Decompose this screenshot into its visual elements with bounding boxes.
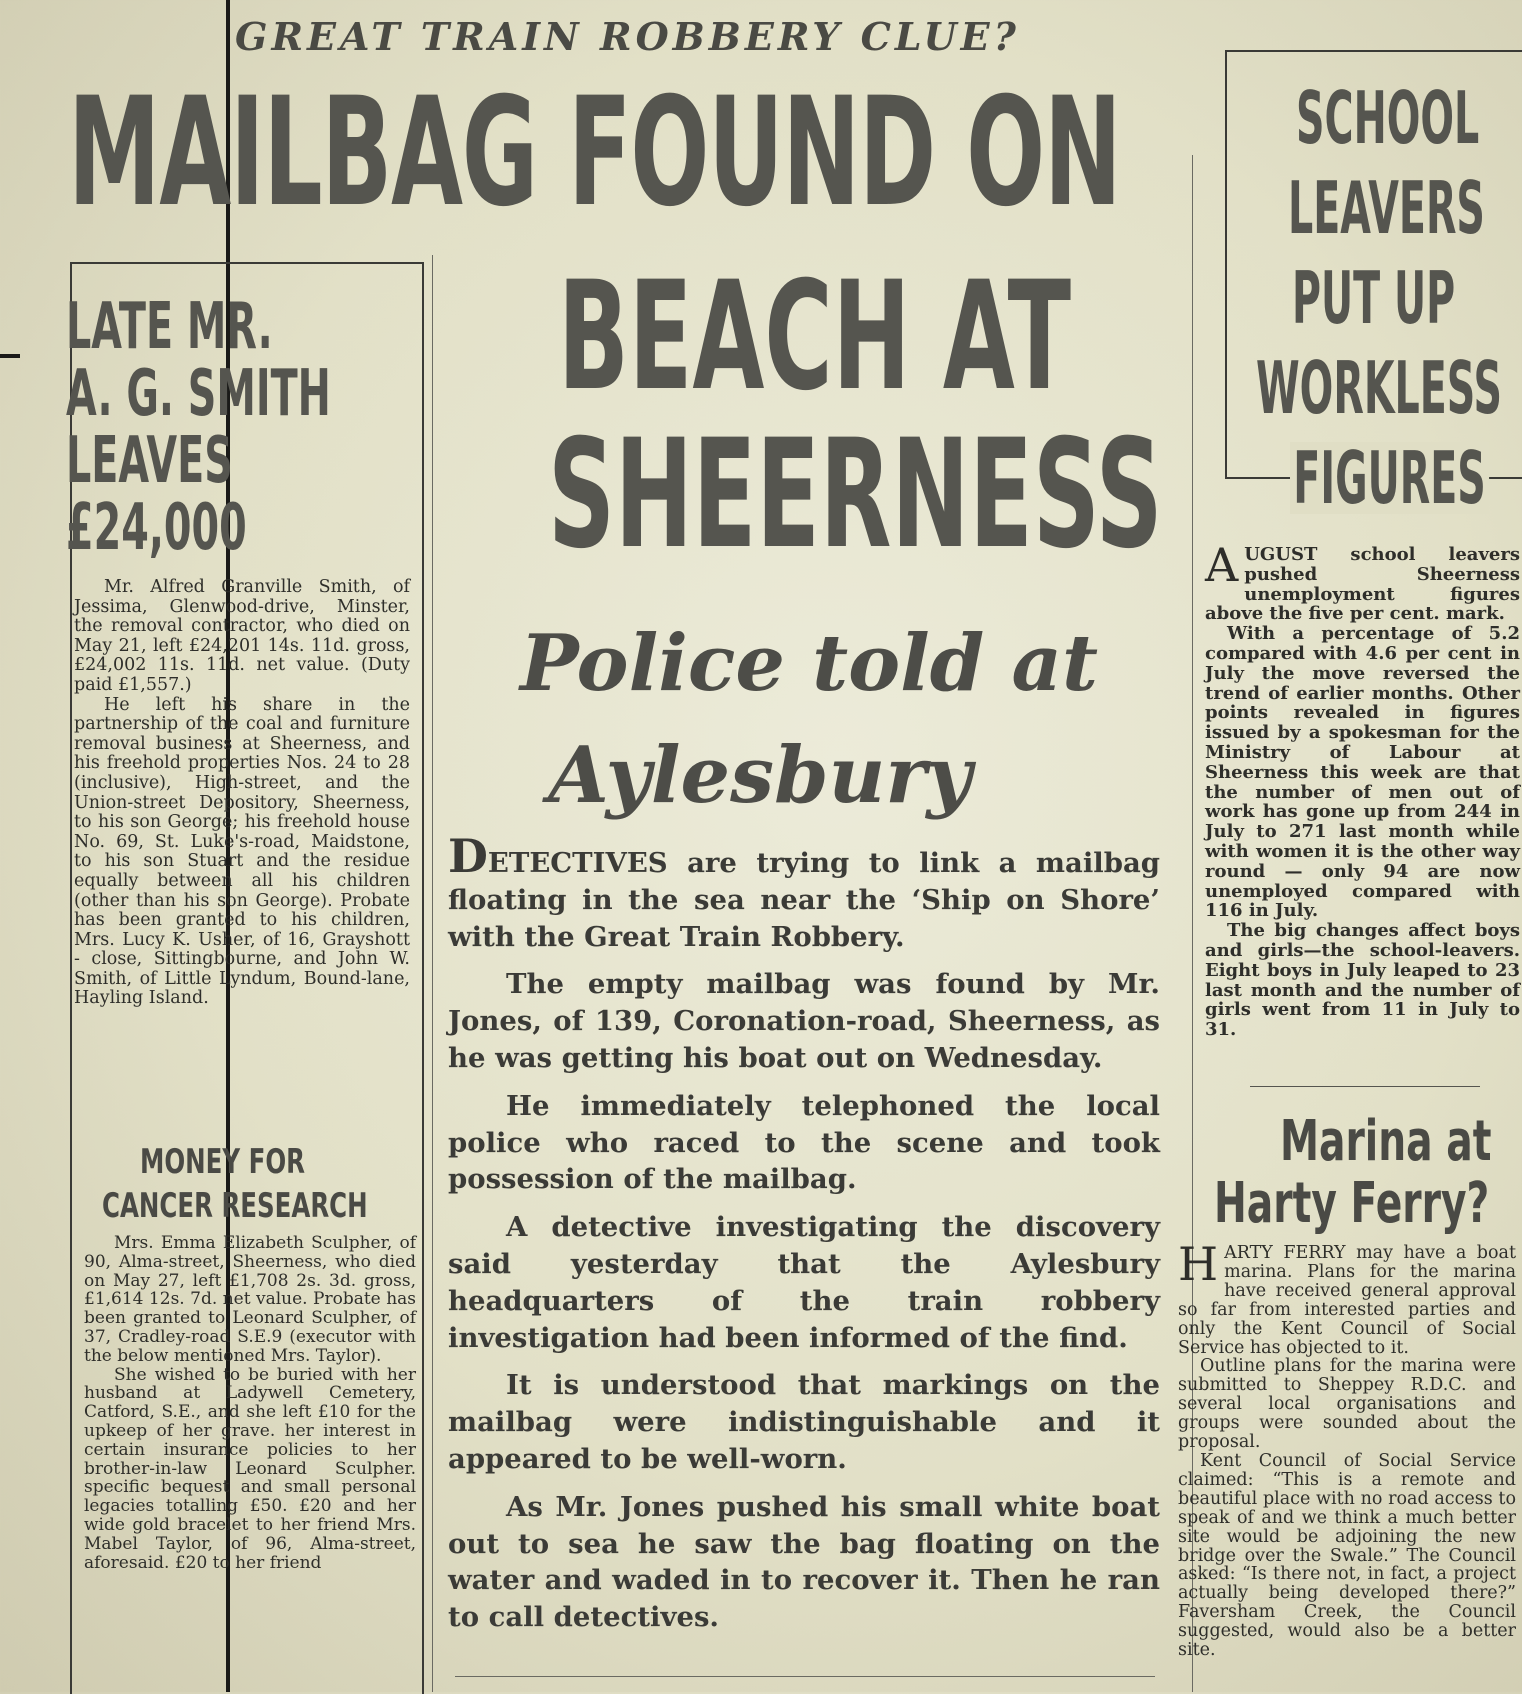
cancer-story-p2: She wished to be buried with her husband at Ladywell Cemetery, Catford, S.E., and she left £10 for the upkeep of her grave. her interest in certain insurance policies to her brother-in-law Leonard Sculpher. specific bequest and small personal legacies totalling £50. £20 and her wide gold bracelet to her friend Mrs. Mabel Taylor, of 96, Alma-street, aforesaid. £20 to her friend — [84, 1364, 416, 1573]
right-column-divider — [1250, 1086, 1480, 1087]
school-drop-cap: A — [1205, 538, 1239, 592]
column-rule-center — [432, 255, 433, 1692]
marina-headline-1: Marina at — [1280, 1109, 1492, 1174]
school-story-p1 — [1205, 538, 1520, 625]
left-story-p2: He left his share in the partnership of the coal and furniture removal business at Sheerness, and his freehold properties Nos. 24 to 28 (inclusive), High-street, and the Union-street Depository, Sheerness, to his son George; his freehold house No. 69, St. Luke's-road, Maidstone, to his son Stuart and the residue equally between all his children (other than his son George). Probate has been granted to his children, Mrs. Lucy K. Usher, of 16, Grayshott - close, Sittingbourne, and John W. Smith, of Little Lyndum, Bound-lane, Hayling Island. — [74, 694, 410, 1009]
headline-line-1: MAILBAG FOUND ON — [68, 66, 1121, 240]
cancer-headline-1: MONEY FOR — [140, 1142, 306, 1182]
deck-line-1: Police told at — [520, 618, 1099, 709]
school-headline-3: PUT UP — [1292, 256, 1456, 340]
main-story-p3: He immediately telephoned the local police who raced to the scene and took possession of the mailbag. — [448, 1089, 1160, 1196]
deck-line-2: Aylesbury — [548, 730, 972, 821]
left-headline-3: LEAVES — [66, 424, 233, 498]
school-headline-1: SCHOOL — [1296, 76, 1480, 160]
main-story-p5: It is understood that markings on the mailbag were indistinguishable and it appeared to be well-worn. — [448, 1369, 1160, 1475]
cancer-story-body — [84, 1234, 416, 1572]
school-headline-5: FIGURES — [1290, 442, 1489, 514]
marina-story-p1-text: ARTY FERRY may have a boat marina. Plans for the marina have received general approval so far from interested parties and only the Kent Council of Social Service has objected to it. — [1178, 1243, 1516, 1358]
main-story-body — [448, 829, 1160, 1647]
margin-tick — [0, 354, 20, 358]
marina-story-p3: Kent Council of Social Service claimed: “This is a remote and beautiful place with no road access to speak of and we think a much better site would be adjoining the new bridge over the Swale.” The Council asked: “Is there not, in fact, a project actually being developed there?” Faversham Creek, the Council suggested, would also be a better site. — [1178, 1450, 1516, 1661]
left-headline-4: £24,000 — [66, 491, 247, 565]
marina-story-body — [1178, 1237, 1516, 1661]
marina-headline-2: Harty Ferry? — [1214, 1171, 1490, 1236]
marina-drop-cap: H — [1178, 1237, 1219, 1291]
school-story-p2: With a percentage of 5.2 compared with 4.6 per cent in July the move reversed the trend of earlier months. Other points revealed in figures issued by a spokesman for the Ministry of Labour at Sheerness this week are that the number of men out of work has gone up from 244 in July to 271 last month while with women it is the other way round — only 94 are now unemployed compared with 116 in July. — [1205, 623, 1520, 922]
left-story-p1: Mr. Alfred Granville Smith, of Jessima, Glenwood-drive, Minster, the removal contractor, who died on May 21, left £24,201 14s. 11d. gross, £24,002 11s. 11d. net value. (Duty paid £1,557.) — [74, 577, 410, 695]
marina-story-p2: Outline plans for the marina were submitted to Sheppey R.D.C. and several local organisations and groups were sounded about the proposal. — [1178, 1356, 1516, 1453]
school-headline-2: LEAVERS — [1288, 166, 1485, 250]
main-story-p1 — [448, 829, 1160, 955]
main-story-p6: As Mr. Jones pushed his small white boat out to sea he saw the bag floating on the water and waded in to recover it. Then he ran to call detectives. — [448, 1490, 1160, 1634]
main-drop-cap: D — [448, 829, 488, 883]
kicker: GREAT TRAIN ROBBERY CLUE? — [235, 14, 1020, 59]
school-story-body — [1205, 538, 1520, 1041]
marina-story-p1 — [1178, 1237, 1516, 1358]
main-story-p1-text: ETECTIVES are trying to link a mailbag floating in the sea near the ‘Ship on Shore’ with the Great Train Robbery. — [448, 847, 1160, 953]
bottom-rule — [455, 1676, 1155, 1677]
main-story-p4: A detective investigating the discovery said yesterday that the Aylesbury headquarters of the train robbery investigation had been informed of the find. — [448, 1211, 1160, 1354]
headline-line-2: BEACH AT — [558, 250, 1072, 424]
left-headline-1: LATE MR. — [66, 290, 273, 364]
cancer-headline-2: CANCER RESEARCH — [102, 1186, 368, 1226]
headline-line-3: SHEERNESS — [548, 408, 1163, 582]
school-headline-4: WORKLESS — [1256, 346, 1503, 430]
cancer-story-p1: Mrs. Emma Elizabeth Sculpher, of 90, Alma-street, Sheerness, who died on May 27, left £1,708 2s. 3d. gross, £1,614 12s. 7d. net value. Probate has been granted to Leonard Sculpher, of 37, Cradley-road S.E.9 (executor with the below mentioned Mrs. Taylor). — [84, 1233, 416, 1366]
main-story-p2: The empty mailbag was found by Mr. Jones, of 139, Coronation-road, Sheerness, as he was getting his boat out on Wednesday. — [448, 968, 1160, 1074]
school-story-p3: The big changes affect boys and girls—the school-leavers. Eight boys in July leaped to 23 last month and the number of girls went from 11 in July to 31. — [1205, 920, 1520, 1041]
school-story-p1-text: UGUST school leavers pushed Sheerness unemployment figures above the five per cent. mark. — [1205, 544, 1520, 625]
left-headline-2: A. G. SMITH — [66, 357, 331, 431]
left-story-body — [74, 578, 410, 1009]
